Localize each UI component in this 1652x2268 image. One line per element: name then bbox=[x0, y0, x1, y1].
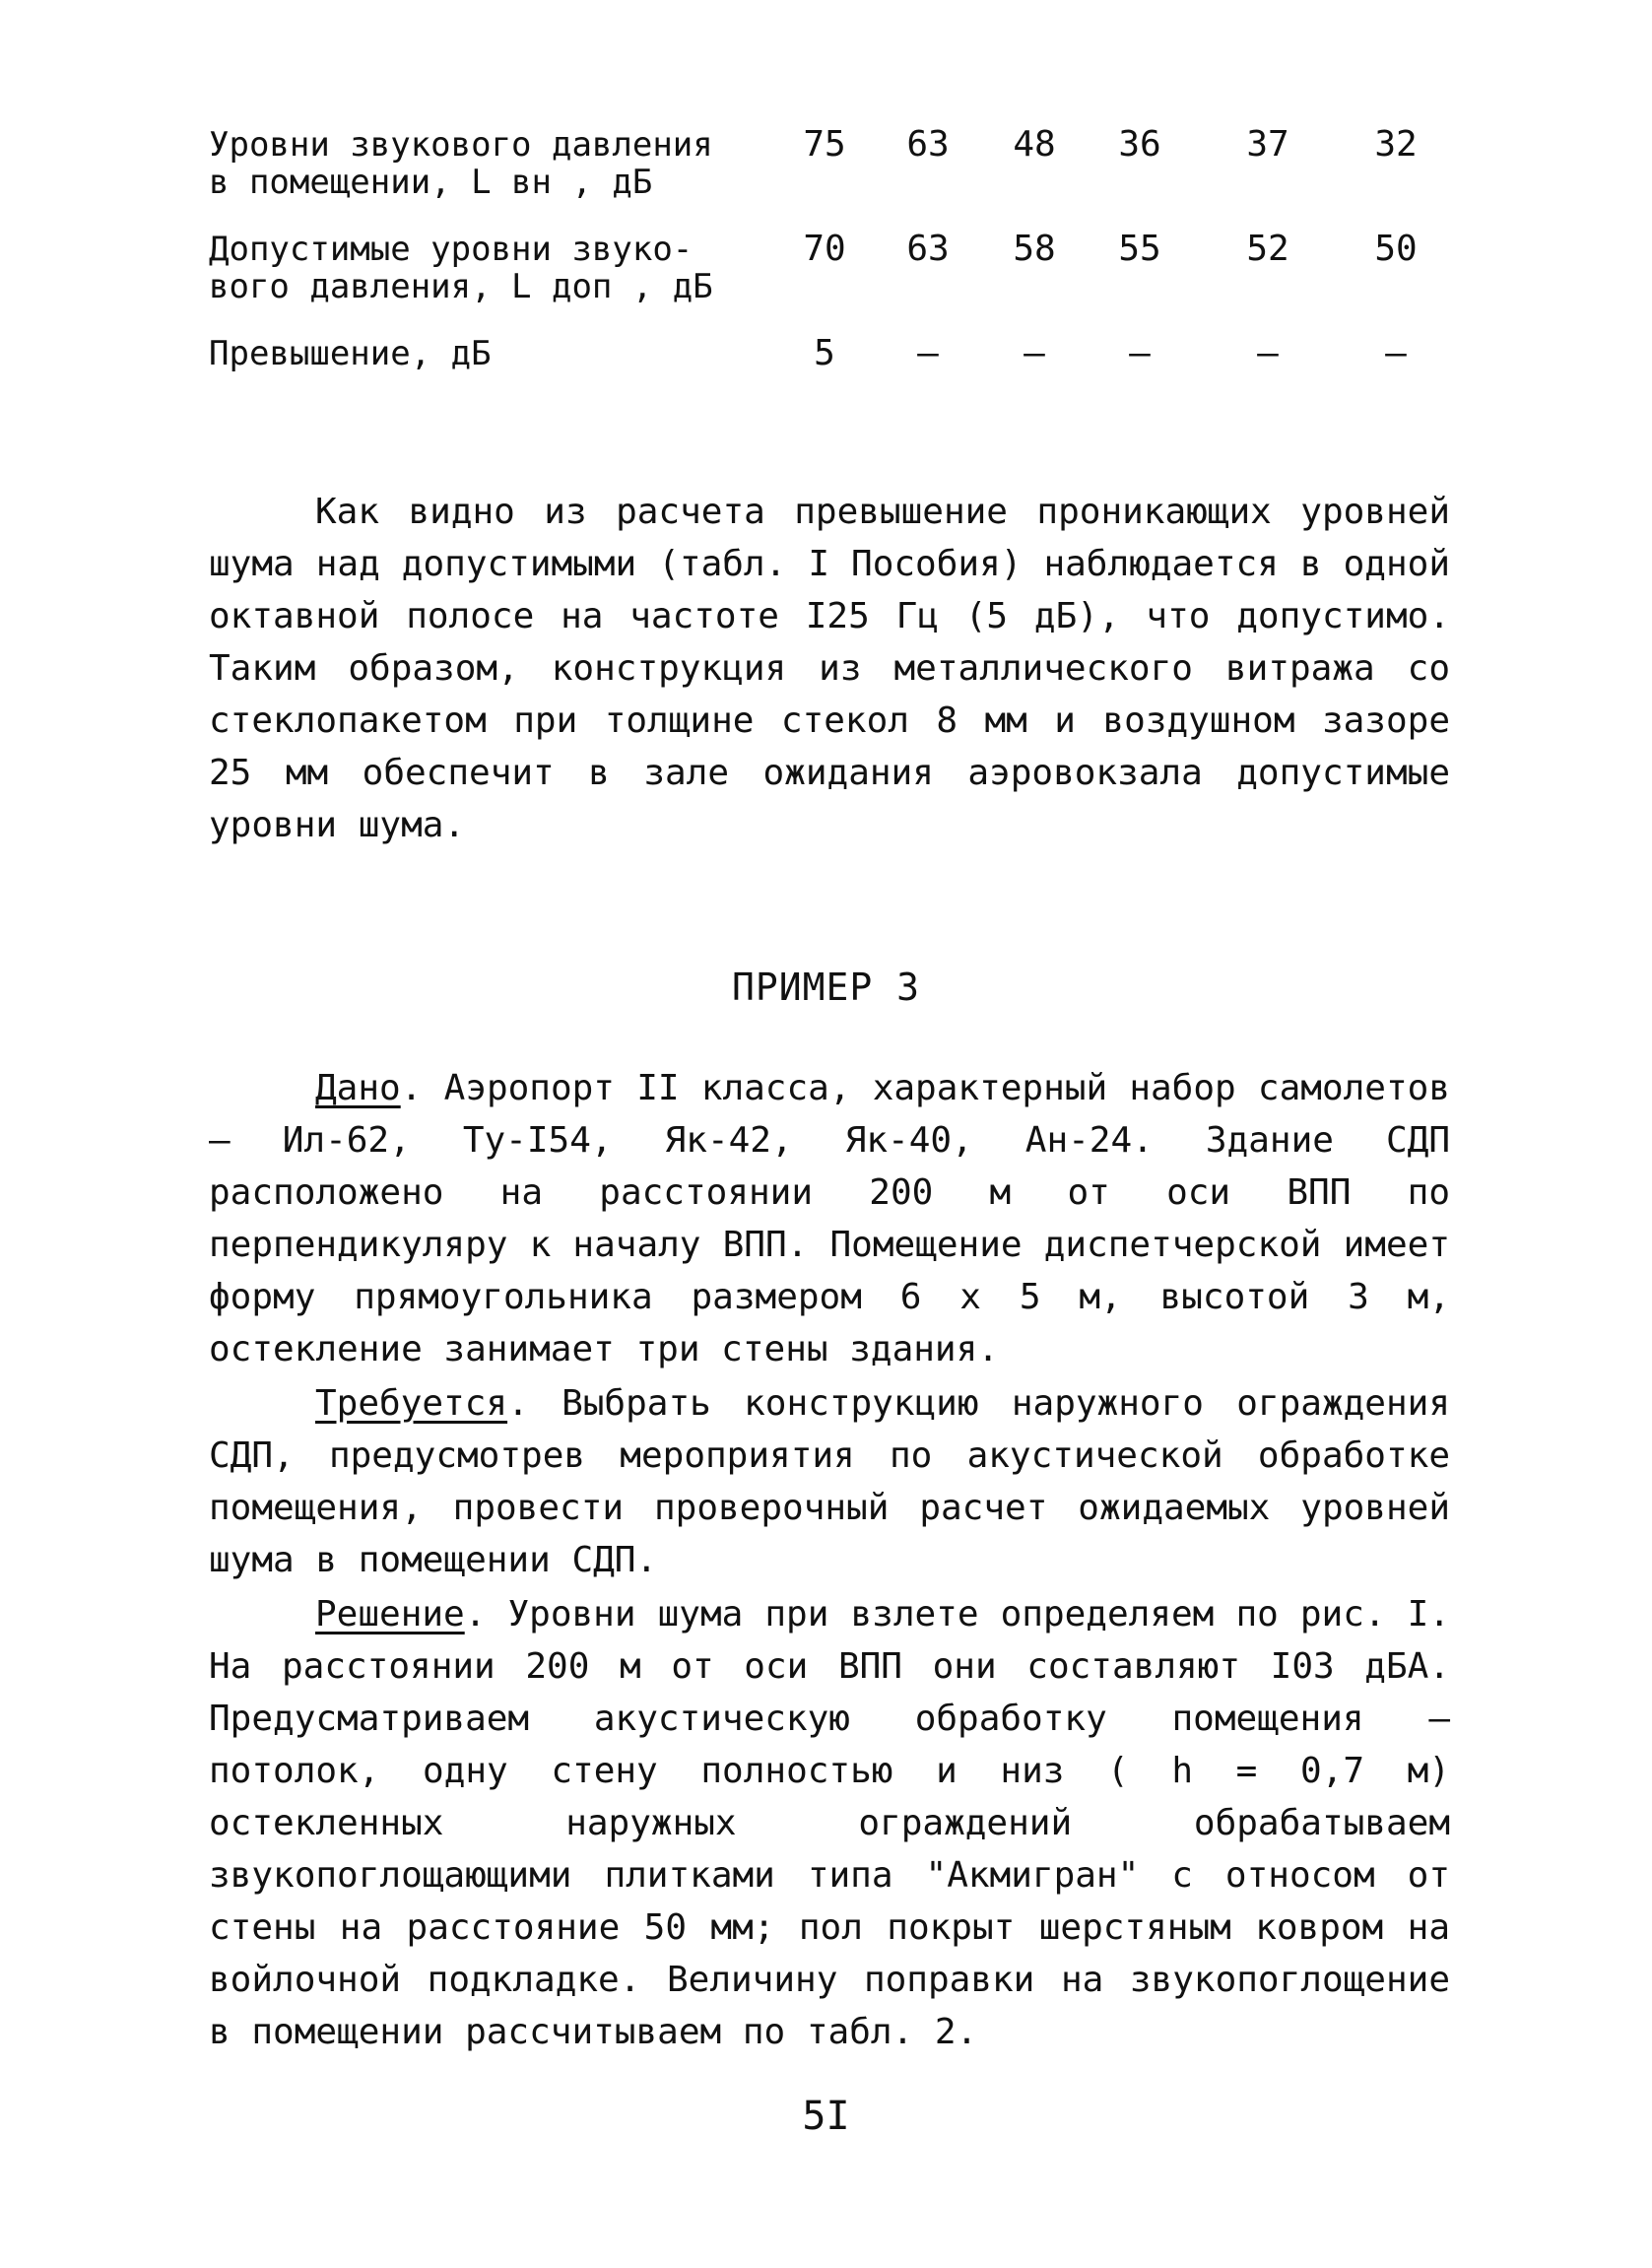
table-cell: – bbox=[1257, 333, 1279, 373]
given-text: . Аэропорт II класса, характерный набор самолетов – Ил-62, Ту-I54, Як-42, Як-40, Ан-24. Здание СДП расположено на расстоянии 200 м от оси ВПП по перпендикуляру к началу ВПП. Помещение диспетчерской имеет форму прямоугольника размером 6 х 5 м, высотой 3 м, остекление занимает три стены здания. bbox=[209, 1068, 1450, 1369]
noise-level-table bbox=[209, 126, 1450, 414]
paragraph-text: Как видно из расчета превышение проникающих уровней шума над допустимыми (табл. I Пособия) наблюдается в одной октавной полосе на частоте I25 Гц (5 дБ), что допустимо. Таким образом, конструкция из металлического витража со стеклопакетом при толщине стекол 8 мм и воздушном зазоре 25 мм обеспечит в зале ожидания аэровокзала допустимые уровни шума. bbox=[209, 492, 1450, 845]
conclusion-paragraph bbox=[209, 486, 1450, 851]
table-cell: 48 bbox=[1013, 124, 1056, 165]
solution-lead: Решение bbox=[315, 1594, 465, 1634]
table-cell: 37 bbox=[1246, 124, 1289, 165]
given-paragraph bbox=[209, 1062, 1450, 1375]
required-text: . Выбрать конструкцию наружного ограждения СДП, предусмотрев мероприятия по акустической обработке помещения, провести проверочный расчет ожидаемых уровней шума в помещении СДП. bbox=[209, 1383, 1450, 1580]
table-cell: 55 bbox=[1118, 229, 1161, 269]
table-cell: 70 bbox=[803, 229, 846, 269]
page-number: 5I bbox=[802, 2094, 850, 2139]
table-cell: 52 bbox=[1246, 229, 1289, 269]
table-cell: 32 bbox=[1374, 124, 1418, 165]
required-paragraph bbox=[209, 1377, 1450, 1586]
table-cell: – bbox=[1129, 333, 1151, 373]
table-row bbox=[209, 126, 1450, 231]
solution-paragraph bbox=[209, 1588, 1450, 2058]
row-label: Уровни звукового давления в помещении, L вн , дБ bbox=[209, 125, 713, 202]
solution-text: . Уровни шума при взлете определяем по рис. I. На расстоянии 200 м от оси ВПП они составляют I03 дБА. Предусматриваем акустическую обработку помещения – потолок, одну стену полностью и низ ( h = 0,7 м) остекленных наружных ограждений обрабатываем звукопоглощающими плитками типа "Акмигран" с относом от стены на расстояние 50 мм; пол покрыт шерстяным ковром на войлочной подкладке. Величину поправки на звукопоглощение в помещении рассчитываем по табл. 2. bbox=[209, 1594, 1450, 2052]
table-row bbox=[209, 231, 1450, 335]
table-row bbox=[209, 335, 1450, 414]
table-cell: 50 bbox=[1374, 229, 1418, 269]
table-cell: 58 bbox=[1013, 229, 1056, 269]
given-lead: Дано bbox=[315, 1068, 401, 1108]
table-cell: 63 bbox=[906, 124, 950, 165]
table-cell: 75 bbox=[803, 124, 846, 165]
row-label: Допустимые уровни звуко- вого давления, L доп , дБ bbox=[209, 230, 713, 306]
table-cell: – bbox=[1024, 333, 1045, 373]
table-cell: 63 bbox=[906, 229, 950, 269]
table-cell: – bbox=[917, 333, 939, 373]
table-cell: 36 bbox=[1118, 124, 1161, 165]
required-lead: Требуется bbox=[315, 1383, 508, 1424]
table-cell: 5 bbox=[814, 333, 835, 373]
row-label: Превышение, дБ bbox=[209, 334, 492, 373]
section-heading: ПРИМЕР 3 bbox=[731, 966, 921, 1009]
table-cell: – bbox=[1385, 333, 1407, 373]
